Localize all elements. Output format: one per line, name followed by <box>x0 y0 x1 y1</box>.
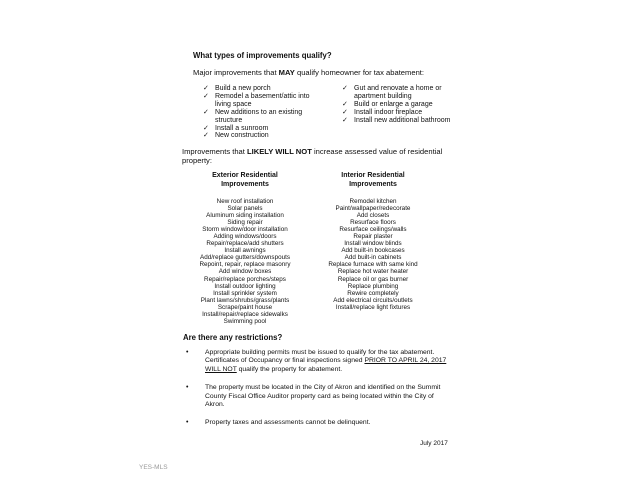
interior-item-label: Add closets <box>356 212 390 220</box>
exterior-item-label: Storm window/door installation <box>202 226 288 234</box>
bullet-icon: • <box>186 349 189 356</box>
exterior-item <box>192 261 298 268</box>
interior-item <box>320 283 426 290</box>
interior-item <box>320 247 426 254</box>
qualify-item <box>203 132 315 140</box>
interior-item <box>320 205 426 212</box>
interior-item <box>320 254 426 261</box>
interior-improvements-column <box>320 172 426 311</box>
restriction-1-line2: Certificates of Occupancy or final inspections signed <box>205 357 365 365</box>
interior-heading-line1: Interior Residential <box>341 172 405 179</box>
restrictions-title: Are there any restrictions? <box>183 333 283 342</box>
source-tag: YES-MLS <box>139 464 168 471</box>
exterior-item <box>192 233 298 240</box>
qualify-item <box>342 109 454 117</box>
interior-item <box>320 198 426 205</box>
exterior-item <box>192 219 298 226</box>
interior-item-label: Install window blinds <box>344 240 402 248</box>
interior-item <box>320 240 426 247</box>
exterior-item-label: Install sprinkler system <box>213 289 277 297</box>
interior-item-label: Replace furnace with same kind <box>328 261 418 269</box>
qualify-item <box>342 117 454 125</box>
restriction-1-will-not: WILL NOT <box>205 365 237 373</box>
qualify-item <box>203 93 315 109</box>
bullet-icon: • <box>186 419 189 427</box>
interior-item <box>320 219 426 226</box>
checkmark-icon: ✓ <box>203 108 209 116</box>
checkmark-icon: ✓ <box>203 132 209 140</box>
interior-item <box>320 233 426 240</box>
exterior-item-label: New roof installation <box>216 198 274 205</box>
interior-item-label: Replace oil or gas burner <box>337 275 409 283</box>
interior-heading <box>320 172 426 189</box>
exterior-item <box>192 254 298 261</box>
interior-item <box>320 212 426 219</box>
interior-item-label: Rewire completely <box>347 289 399 297</box>
exterior-item <box>192 276 298 283</box>
exterior-item-label: Install/repair/replace sidewalks <box>202 310 288 318</box>
interior-item <box>320 297 426 304</box>
exterior-item-label: Repoint, repair, replace masonry <box>199 261 291 269</box>
interior-item <box>320 226 426 233</box>
page-title: What types of improvements qualify? <box>193 51 332 60</box>
exterior-heading <box>192 172 298 189</box>
exterior-item <box>192 205 298 212</box>
interior-item <box>320 290 426 297</box>
exterior-item-label: Install awnings <box>224 247 266 255</box>
exterior-item <box>192 212 298 219</box>
unlikely-emphasis: LIKELY WILL NOT <box>247 147 312 156</box>
interior-item-label: Add built-in cabinets <box>344 254 402 262</box>
exterior-item-label: Swimming pool <box>223 317 267 325</box>
exterior-item <box>192 268 298 275</box>
document-date: July 2017 <box>420 440 448 447</box>
interior-heading-line2: Improvements <box>349 180 397 188</box>
checkmark-icon: ✓ <box>342 100 348 108</box>
restriction-2-line2: County Fiscal Office Auditor property card as being located within the City of <box>205 392 434 400</box>
interior-item-label: Resurface ceilings/walls <box>339 226 407 234</box>
qualify-item-label: Gut and renovate a home or apartment building <box>354 85 442 100</box>
interior-item <box>320 268 426 275</box>
bullet-icon: • <box>186 384 189 392</box>
qualify-list-right <box>342 85 454 125</box>
restriction-1-date: PRIOR TO APRIL 24, 2017 <box>364 357 447 365</box>
exterior-item-label: Adding windows/doors <box>213 233 277 241</box>
exterior-improvements-column <box>192 172 298 325</box>
exterior-item-label: Scrape/paint house <box>217 303 273 311</box>
interior-item-label: Replace hot water heater <box>337 268 409 276</box>
exterior-item-label: Repair/replace/add shutters <box>206 240 284 248</box>
interior-item-label: Remodel kitchen <box>349 198 397 205</box>
qualify-item-label: New additions to an existing structure <box>215 108 303 124</box>
qualify-list-left <box>203 85 315 140</box>
interior-item-label: Repair plaster <box>353 233 393 241</box>
interior-item-label: Resurface floors <box>350 219 396 227</box>
exterior-item <box>192 226 298 233</box>
interior-item <box>320 276 426 283</box>
qualify-item-label: Install new additional bathroom <box>354 116 451 124</box>
exterior-item <box>192 297 298 304</box>
qualify-item <box>203 125 315 133</box>
exterior-heading-line1: Exterior Residential <box>212 172 278 179</box>
exterior-item <box>192 290 298 297</box>
exterior-item-label: Plant lawns/shrubs/grass/plants <box>200 296 290 304</box>
restriction-1-line1: Appropriate building permits must be issued to qualify for the tax abatement. <box>205 349 435 356</box>
unlikely-improvements-intro <box>182 147 442 166</box>
qualify-item <box>342 85 454 101</box>
restriction-3-line1: Property taxes and assessments cannot be delinquent. <box>205 419 371 427</box>
checkmark-icon: ✓ <box>342 108 348 116</box>
exterior-heading-line2: Improvements <box>221 180 269 188</box>
restriction-1-line3: qualify the property for abatement. <box>236 365 343 373</box>
interior-item-label: Add built-in bookcases <box>341 247 405 255</box>
exterior-list <box>192 198 298 325</box>
interior-list <box>320 198 426 311</box>
intro-text-before: Major improvements that <box>193 68 279 77</box>
exterior-item <box>192 247 298 254</box>
exterior-item <box>192 198 298 205</box>
qualify-item <box>342 101 454 109</box>
major-improvements-intro <box>193 68 424 77</box>
restrictions-list <box>186 349 486 438</box>
checkmark-icon: ✓ <box>203 124 209 132</box>
restriction-2-line3: Akron. <box>205 401 225 409</box>
unlikely-text-line2: property: <box>182 156 212 166</box>
checkmark-icon: ✓ <box>342 85 348 92</box>
intro-text-after: qualify homeowner for tax abatement: <box>294 68 425 77</box>
interior-item-label: Add electrical circuits/outlets <box>333 296 413 304</box>
interior-item <box>320 261 426 268</box>
exterior-item-label: Solar panels <box>227 205 263 213</box>
exterior-item-label: Repair/replace porches/steps <box>204 275 286 283</box>
exterior-item <box>192 304 298 311</box>
qualify-item <box>203 85 315 93</box>
interior-item <box>320 304 426 311</box>
interior-item-label: Install/replace light fixtures <box>335 303 411 311</box>
exterior-item <box>192 283 298 290</box>
exterior-item-label: Siding repair <box>227 219 263 227</box>
checkmark-icon: ✓ <box>342 116 348 124</box>
qualify-item-label: Build or enlarge a garage <box>354 100 433 108</box>
exterior-item <box>192 318 298 325</box>
qualify-item-label: Install a sunroom <box>215 124 269 132</box>
exterior-item-label: Add/replace gutters/downspouts <box>200 254 290 262</box>
qualify-item <box>203 109 315 125</box>
qualify-item-label: New construction <box>215 132 269 140</box>
unlikely-text-before: Improvements that <box>182 147 247 156</box>
exterior-item-label: Aluminum siding installation <box>206 212 284 220</box>
exterior-item-label: Add window boxes <box>218 268 272 276</box>
interior-item-label: Replace plumbing <box>347 282 399 290</box>
intro-emphasis: MAY <box>278 68 295 77</box>
checkmark-icon: ✓ <box>203 85 209 92</box>
exterior-item <box>192 311 298 318</box>
restriction-item <box>186 349 486 374</box>
checkmark-icon: ✓ <box>203 92 209 100</box>
qualify-item-label: Build a new porch <box>215 85 271 92</box>
restriction-2-line1: The property must be located in the City of Akron and identified on the Summit <box>205 384 441 392</box>
qualify-item-label: Install indoor fireplace <box>354 108 423 116</box>
interior-item-label: Paint/wallpaper/redecorate <box>335 205 411 213</box>
restriction-item <box>186 384 486 409</box>
restriction-item <box>186 419 486 427</box>
unlikely-text-after: increase assessed value of residential <box>311 147 443 156</box>
qualify-item-label: Remodel a basement/attic into living space <box>215 92 310 108</box>
exterior-item-label: Install outdoor lighting <box>214 282 276 290</box>
exterior-item <box>192 240 298 247</box>
